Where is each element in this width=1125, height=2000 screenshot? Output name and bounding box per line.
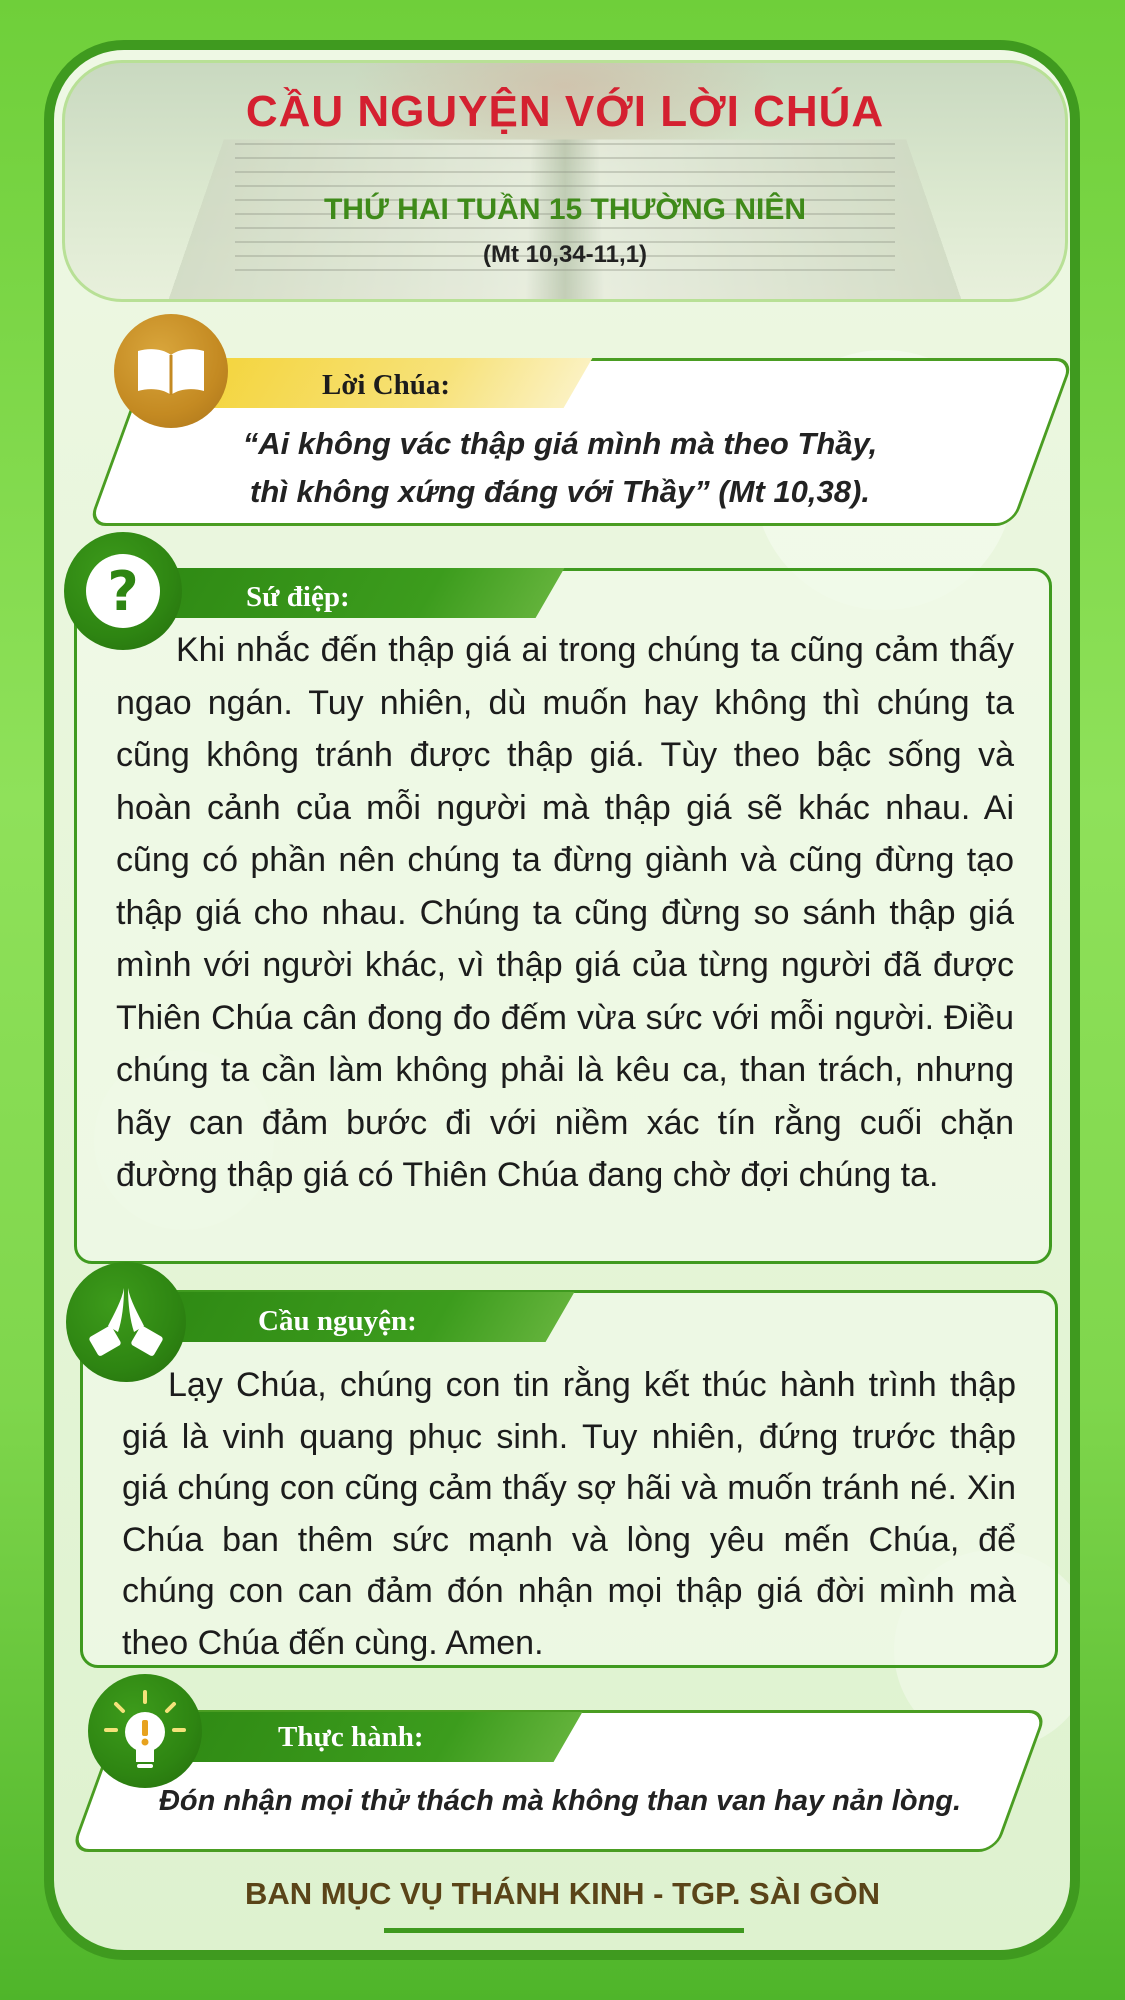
loi-chua-label: Lời Chúa: — [322, 369, 451, 401]
thuc-hanh-label: Thực hành: — [278, 1721, 424, 1753]
cau-nguyen-label: Cầu nguyện: — [258, 1305, 417, 1337]
scripture-reference: (Mt 10,34-11,1) — [482, 241, 648, 268]
su-diep-label: Sứ điệp: — [246, 581, 350, 613]
su-diep-text: Khi nhắc đến thập giá ai trong chúng ta cũng cảm thấy ngao ngán. Tuy nhiên, dù muốn hay không thì chúng ta cũng không tránh được thập giá. Tùy theo bậc sống và hoàn cảnh của mỗi người mà thập giá sẽ khác nhau. Ai cũng có phần nên chúng ta đừng giành và cũng đừng tạo thập giá cho nhau. Chúng ta cũng đừng so sánh thập giá mình với người khác, vì thập giá của từng người đã được Thiên Chúa cân đong đo đếm vừa sức với mỗi người. Điều chúng ta cần làm không phải là kêu ca, than trách, nhưng hãy can đảm bước đi với niềm xác tín rằng cuối chặn đường thập giá có Thiên Chúa đang chờ đợi chúng ta. — [116, 631, 1014, 1194]
cau-nguyen-text: Lạy Chúa, chúng con tin rằng kết thúc hành trình thập giá là vinh quang phục sinh. Tuy nhiên, đứng trước thập giá chúng con cũng cảm thấy sợ hãi và muốn tránh né. Xin Chúa ban thêm sức mạnh và lòng yêu mến Chúa, để chúng con can đảm đón nhận mọi thập giá đời mình mà theo Chúa đến cùng. Amen. — [122, 1366, 1016, 1662]
question-mark-glyph: ? — [86, 554, 160, 628]
quote-line-2: thì không xứng đáng với Thầy” (Mt 10,38). — [250, 474, 870, 509]
page-title: CẦU NGUYỆN VỚI LỜI CHÚA — [245, 87, 885, 136]
su-diep-banner — [136, 568, 565, 618]
footer-underline — [384, 1928, 744, 1933]
loi-chua-quote — [140, 420, 980, 516]
footer-credit: BAN MỤC VỤ THÁNH KINH - TGP. SÀI GÒN — [245, 1876, 880, 1911]
quote-line-1: “Ai không vác thập giá mình mà theo Thầy, — [242, 426, 878, 461]
lightbulb-icon — [88, 1674, 202, 1788]
header-banner — [62, 60, 1068, 302]
liturgical-day: THỨ HAI TUẦN 15 THƯỜNG NIÊN — [323, 193, 807, 226]
thuc-hanh-text: Đón nhận mọi thử thách mà không than van hay nản lòng. — [158, 1785, 962, 1817]
open-book-icon — [114, 314, 228, 428]
